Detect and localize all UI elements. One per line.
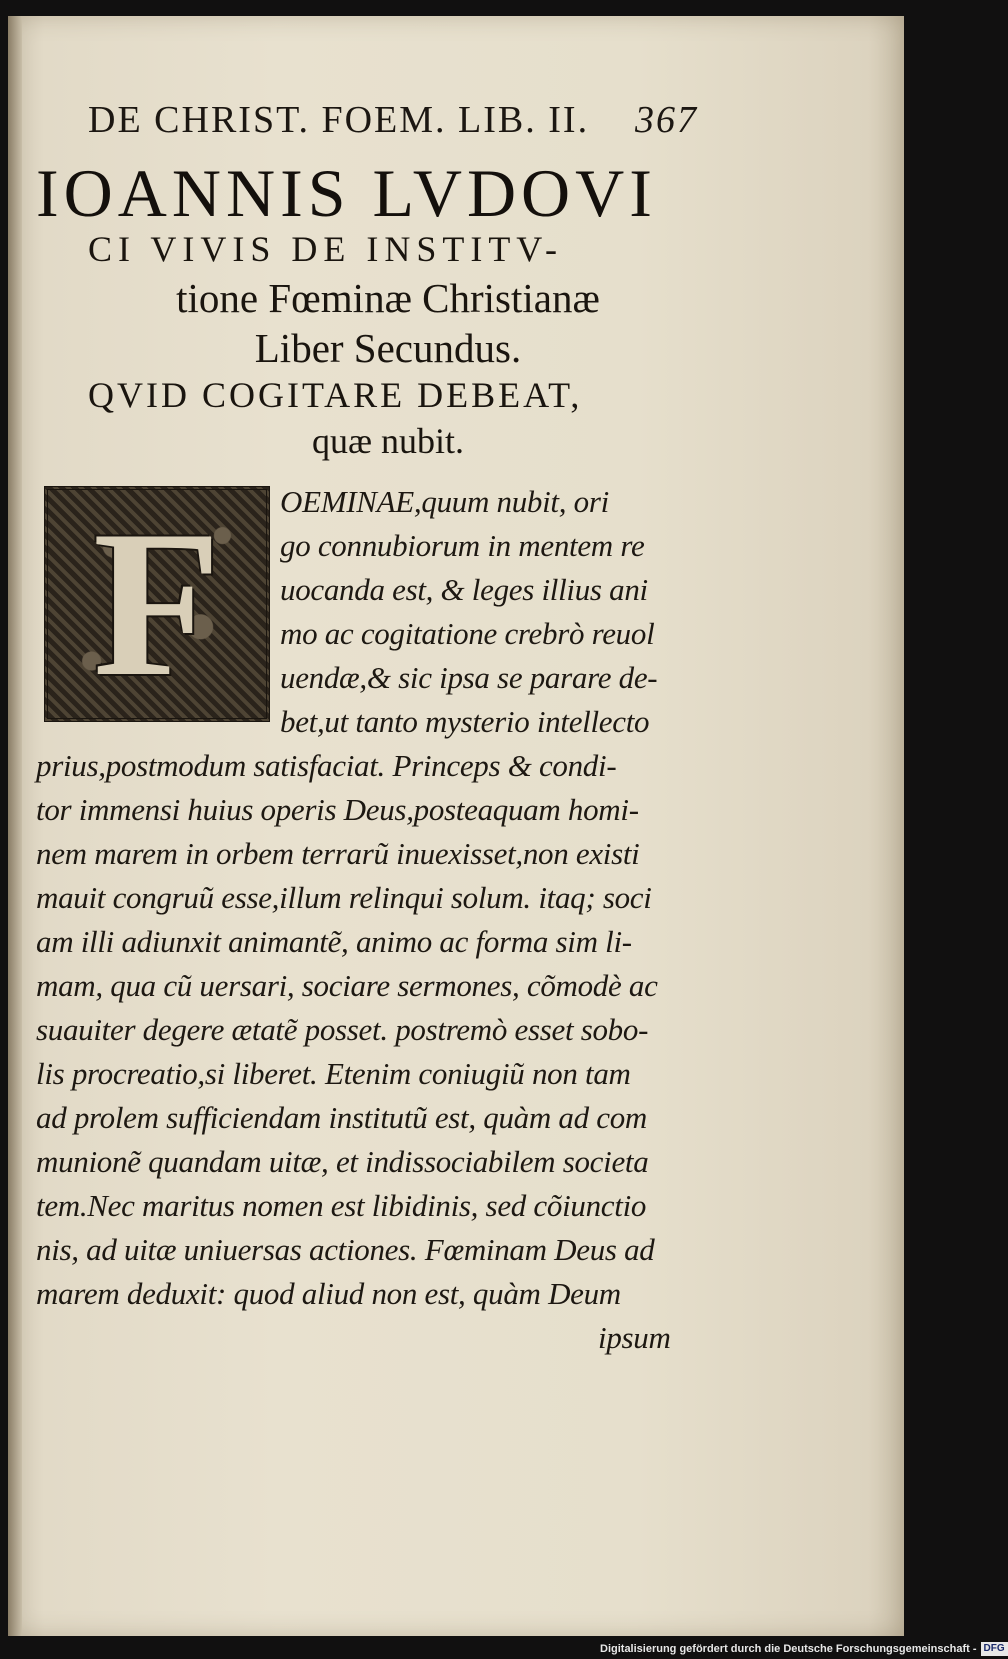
dfg-logo: DFG bbox=[981, 1642, 1008, 1656]
chapter-heading-line-2: quæ nubit. bbox=[311, 421, 464, 461]
decorated-initial bbox=[44, 486, 270, 722]
body-line: uendæ,& sic ipsa se parare de- bbox=[280, 660, 658, 695]
title-line-1: IOANNIS LVDOVI bbox=[36, 155, 657, 231]
chapter-heading-line-1: QVID COGITARE DEBEAT, bbox=[88, 375, 583, 415]
catchword: ipsum bbox=[598, 1320, 671, 1355]
title-line-4: Liber Secundus. bbox=[254, 325, 522, 371]
running-head-text: DE CHRIST. FOEM. LIB. II. bbox=[88, 99, 590, 141]
body-line: ad prolem sufficiendam institutũ est, quàm ad com bbox=[36, 1100, 647, 1135]
body-line: mauit congruũ esse,illum relinqui solum. itaq; soci bbox=[36, 880, 652, 915]
page-gutter bbox=[8, 16, 22, 1636]
page-number: 367 bbox=[635, 99, 698, 141]
body-line: lis procreatio,si liberet. Etenim coniugiũ non tam bbox=[36, 1056, 631, 1091]
body-line: uocanda est, & leges illius ani bbox=[280, 572, 648, 607]
body-line: OEMINAE,quum nubit, ori bbox=[280, 484, 609, 519]
running-head bbox=[88, 98, 698, 142]
body-line: marem deduxit: quod aliud non est, quàm Deum bbox=[36, 1276, 621, 1311]
body-line: nis, ad uitæ uniuersas actiones. Fœminam Deus ad bbox=[36, 1232, 655, 1267]
body-line: suauiter degere ætatẽ posset. postremò esset sobo- bbox=[36, 1012, 649, 1047]
body-line: am illi adiunxit animantẽ, animo ac forma sim li- bbox=[36, 924, 632, 959]
body-line: tor immensi huius operis Deus,posteaquam homi- bbox=[36, 792, 639, 827]
body-line: go connubiorum in mentem re bbox=[280, 528, 645, 563]
body-line: mo ac cogitatione crebrò reuol bbox=[280, 616, 655, 651]
body-line: nem marem in orbem terrarũ inuexisset,non existi bbox=[36, 836, 640, 871]
book-page bbox=[8, 16, 904, 1636]
body-line: munionẽ quandam uitæ, et indissociabilem societa bbox=[36, 1144, 649, 1179]
body-line: prius,postmodum satisfaciat. Princeps & condi- bbox=[36, 748, 617, 783]
title-line-3: tione Fœminæ Christianæ bbox=[176, 275, 600, 321]
credit-text: Digitalisierung gefördert durch die Deutsche Forschungsgemeinschaft - bbox=[600, 1643, 977, 1655]
initial-letter: F bbox=[92, 487, 222, 720]
title-line-2: CI VIVIS DE INSTITV- bbox=[88, 229, 563, 269]
digitization-credit bbox=[600, 1640, 1005, 1658]
body-line: bet,ut tanto mysterio intellecto bbox=[280, 704, 650, 739]
body-line: tem.Nec maritus nomen est libidinis, sed cõiunctio bbox=[36, 1188, 647, 1223]
body-line: mam, qua cũ uersari, sociare sermones, cõmodè ac bbox=[36, 968, 658, 1003]
